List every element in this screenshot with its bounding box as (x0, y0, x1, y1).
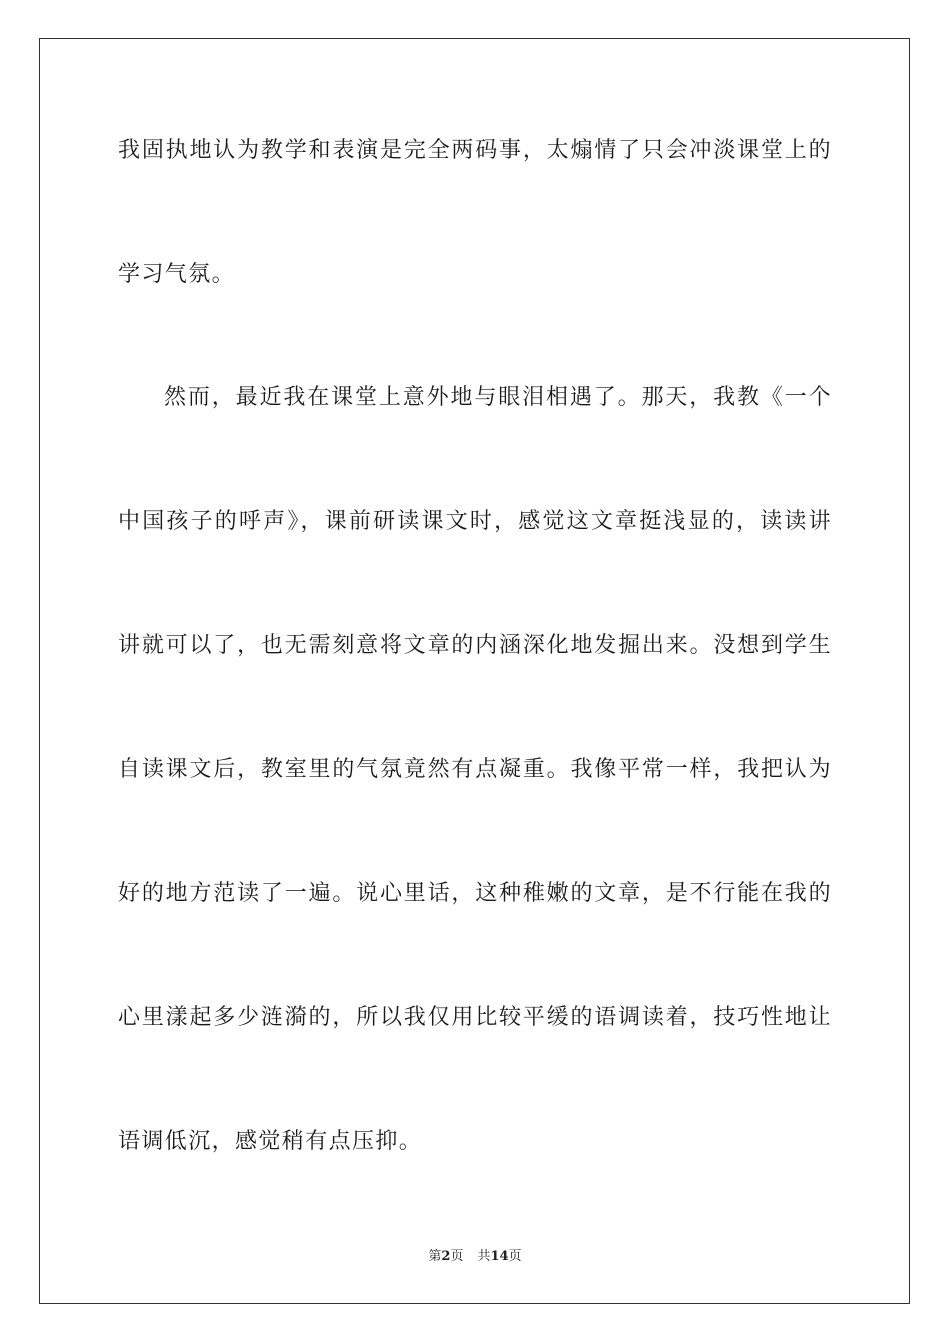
body-text-line: 中国孩子的呼声》，课前研读课文时，感觉这文章挺浅显的，读读讲 (118, 509, 832, 534)
total-page-count: 14 (490, 1249, 509, 1264)
page-border (39, 38, 910, 1304)
current-page-number: 2 (441, 1249, 451, 1264)
page-indicator: 第2页 (428, 1249, 464, 1264)
body-text-line: 自读课文后，教室里的气氛竟然有点凝重。我像平常一样，我把认为 (118, 757, 832, 782)
body-text-line: 心里漾起多少涟漪的，所以我仅用比较平缓的语调读着，技巧性地让 (118, 1005, 832, 1030)
body-text-line: 好的地方范读了一遍。说心里话，这种稚嫩的文章，是不行能在我的 (118, 881, 832, 906)
body-text-line: 学习气氛。 (118, 262, 236, 287)
body-text-line: 然而，最近我在课堂上意外地与眼泪相遇了。那天，我教《一个 (164, 385, 832, 410)
body-text-line: 讲就可以了，也无需刻意将文章的内涵深化地发掘出来。没想到学生 (118, 633, 832, 658)
body-text-line: 语调低沉，感觉稍有点压抑。 (118, 1129, 423, 1154)
total-pages-indicator: 共14页 (477, 1249, 522, 1264)
page-footer (0, 1248, 950, 1266)
body-text-line: 我固执地认为教学和表演是完全两码事，太煽情了只会冲淡课堂上的 (118, 138, 832, 163)
